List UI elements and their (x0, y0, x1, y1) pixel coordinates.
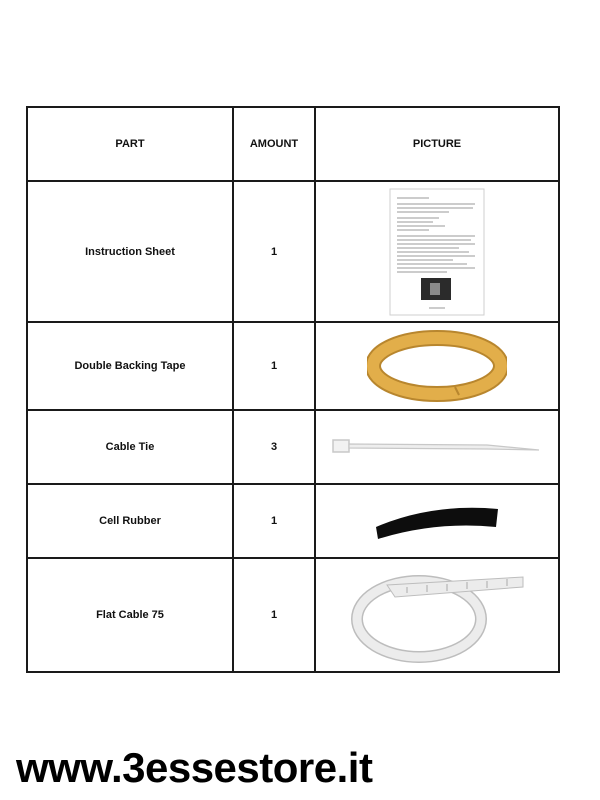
table-row (27, 484, 559, 558)
part-amount: 3 (233, 410, 315, 484)
part-name: Cell Rubber (27, 484, 233, 558)
double-backing-tape-image (367, 329, 507, 403)
header-amount: AMOUNT (233, 107, 315, 181)
table-row (27, 410, 559, 484)
part-name: Instruction Sheet (27, 181, 233, 322)
table-row (27, 322, 559, 410)
part-amount: 1 (233, 558, 315, 672)
cell-rubber-image (372, 501, 502, 541)
cable-tie-image (327, 432, 547, 462)
part-picture-cell (315, 410, 559, 484)
parts-table (26, 106, 560, 673)
header-part: PART (27, 107, 233, 181)
part-name: Double Backing Tape (27, 322, 233, 410)
table-row (27, 558, 559, 672)
flat-cable-image (347, 567, 527, 663)
part-picture-cell (315, 322, 559, 410)
part-amount: 1 (233, 322, 315, 410)
store-url[interactable]: www.3essestore.it (16, 744, 373, 791)
instruction-sheet-image (389, 188, 485, 316)
part-picture-cell (315, 484, 559, 558)
header-picture: PICTURE (315, 107, 559, 181)
table-header-row (27, 107, 559, 181)
part-amount: 1 (233, 484, 315, 558)
part-picture-cell (315, 558, 559, 672)
table-row (27, 181, 559, 322)
part-name: Flat Cable 75 (27, 558, 233, 672)
part-picture-cell (315, 181, 559, 322)
part-amount: 1 (233, 181, 315, 322)
part-name: Cable Tie (27, 410, 233, 484)
